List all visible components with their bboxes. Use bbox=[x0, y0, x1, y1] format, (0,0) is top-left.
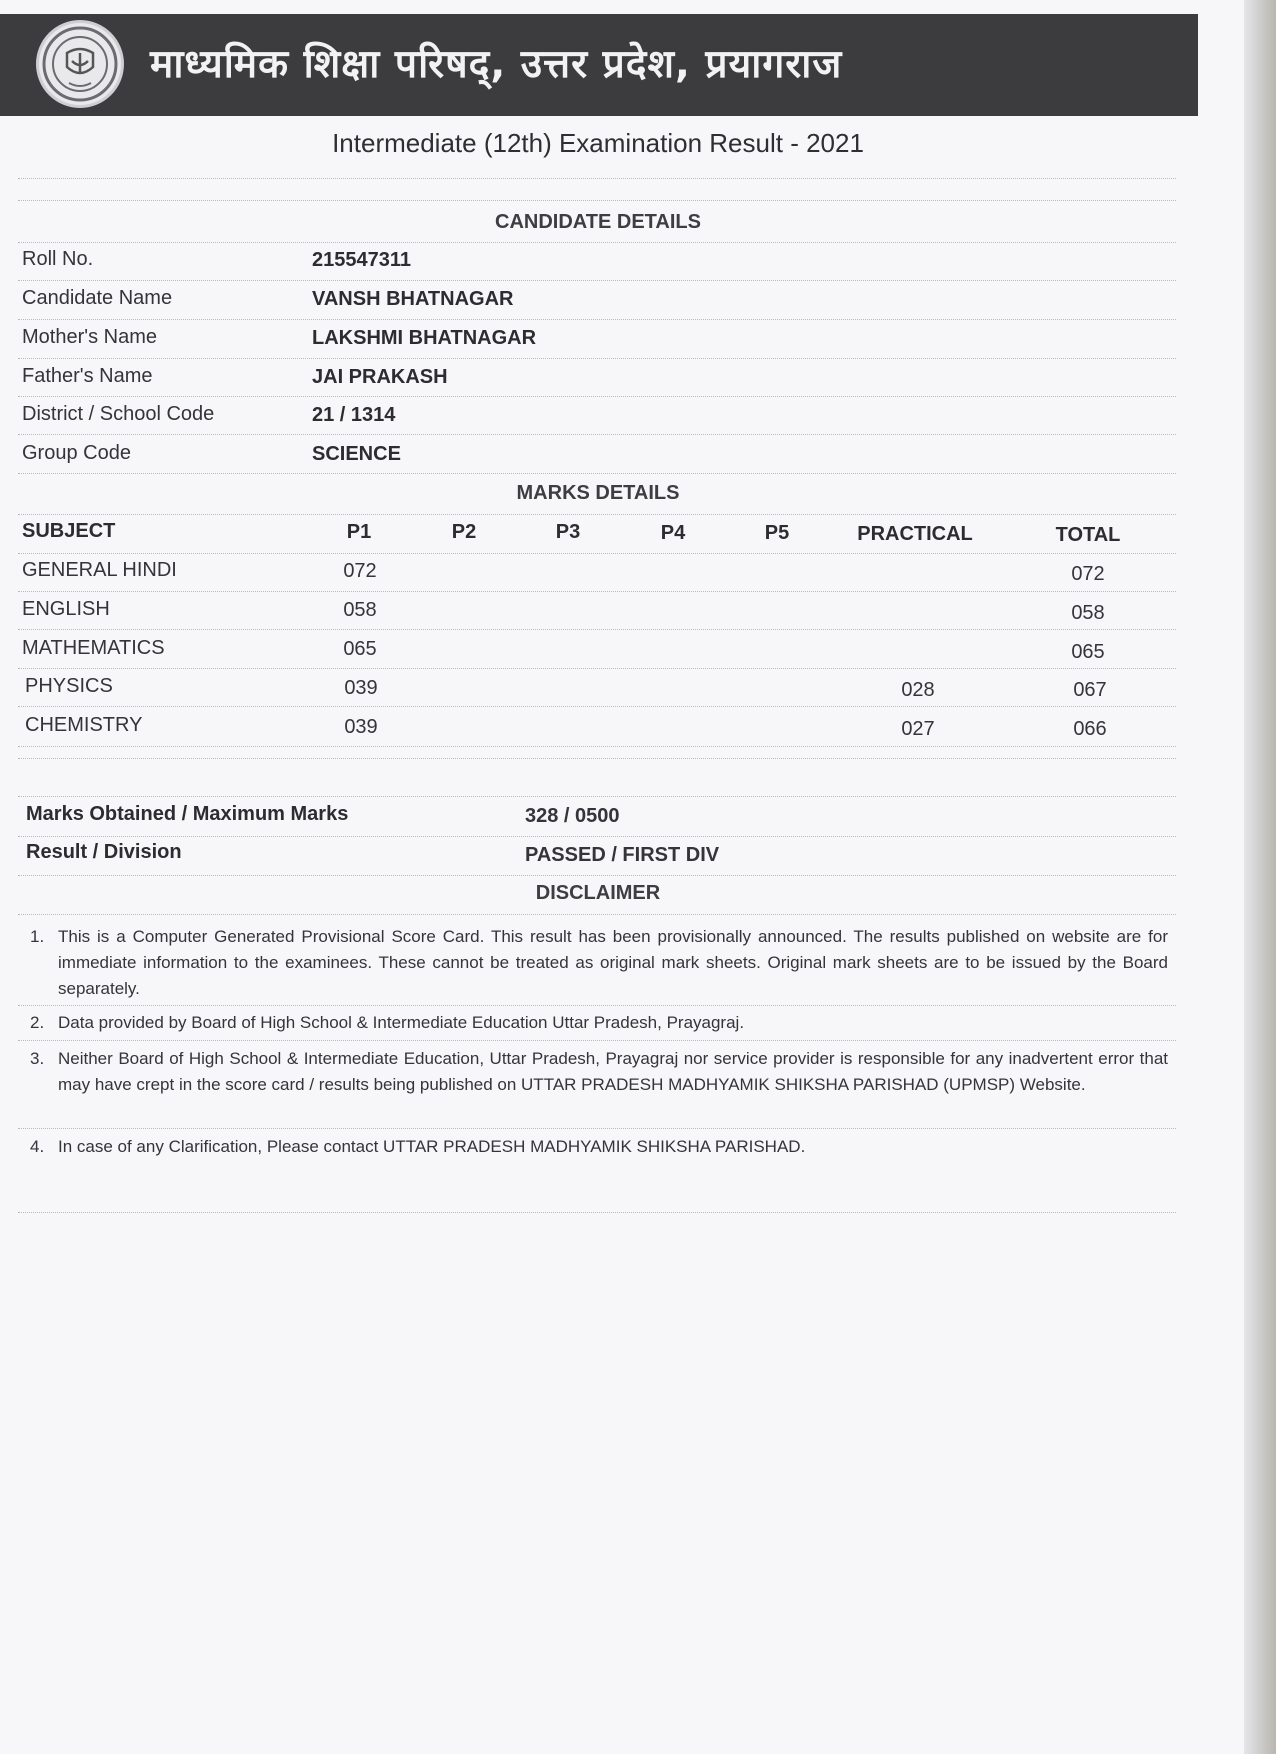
district-school-code-label: District / School Code bbox=[22, 403, 215, 425]
disclaimer-item: 2. Data provided by Board of High School & Intermediate Education Uttar Pradesh, Prayagraj. bbox=[30, 1013, 745, 1032]
candidate-name-label: Candidate Name bbox=[22, 287, 173, 309]
divider bbox=[18, 319, 1176, 320]
subject-name: PHYSICS bbox=[25, 675, 113, 697]
marks-details-heading: MARKS DETAILS bbox=[516, 482, 680, 504]
result-division-value: PASSED / FIRST DIV bbox=[525, 844, 720, 866]
total-marks: 066 bbox=[1073, 718, 1107, 740]
group-code-label: Group Code bbox=[22, 442, 131, 464]
paper-edge bbox=[1244, 0, 1276, 1754]
divider bbox=[18, 1005, 1176, 1006]
divider bbox=[18, 553, 1176, 554]
divider bbox=[18, 1212, 1176, 1213]
p1-marks: 039 bbox=[344, 716, 378, 738]
divider bbox=[18, 434, 1176, 435]
total-marks: 067 bbox=[1073, 679, 1107, 701]
marks-obtained-label: Marks Obtained / Maximum Marks bbox=[26, 803, 349, 825]
p1-marks: 058 bbox=[343, 599, 377, 621]
divider bbox=[18, 473, 1176, 474]
divider bbox=[18, 914, 1176, 915]
group-code-value: SCIENCE bbox=[312, 443, 401, 465]
district-school-code-value: 21 / 1314 bbox=[312, 404, 396, 426]
column-header-total: TOTAL bbox=[1055, 524, 1121, 546]
p1-marks: 065 bbox=[343, 638, 377, 660]
divider bbox=[18, 758, 1176, 759]
result-division-label: Result / Division bbox=[26, 841, 182, 863]
disclaimer-heading: DISCLAIMER bbox=[535, 882, 661, 904]
divider bbox=[18, 746, 1176, 747]
p1-marks: 072 bbox=[343, 560, 377, 582]
practical-marks: 028 bbox=[901, 679, 935, 701]
subject-name: ENGLISH bbox=[22, 598, 110, 620]
divider bbox=[18, 591, 1176, 592]
up-government-emblem-icon bbox=[36, 20, 124, 108]
column-header-subject: SUBJECT bbox=[22, 520, 116, 542]
p1-marks: 039 bbox=[344, 677, 378, 699]
candidate-name-value: VANSH BHATNAGAR bbox=[312, 288, 514, 310]
divider bbox=[18, 836, 1176, 837]
divider bbox=[18, 796, 1176, 797]
board-name-hindi: माध्यमिक शिक्षा परिषद्, उत्तर प्रदेश, प्रयागराज bbox=[150, 42, 843, 87]
mother-name-label: Mother's Name bbox=[22, 326, 157, 348]
column-header-p2: P2 bbox=[451, 521, 477, 543]
divider bbox=[18, 514, 1176, 515]
column-header-p4: P4 bbox=[660, 522, 686, 544]
roll-no-label: Roll No. bbox=[22, 248, 94, 270]
divider bbox=[18, 242, 1176, 243]
marks-obtained-value: 328 / 0500 bbox=[525, 805, 620, 827]
father-name-label: Father's Name bbox=[22, 365, 153, 387]
divider bbox=[18, 706, 1176, 707]
total-marks: 065 bbox=[1071, 641, 1105, 663]
total-marks: 058 bbox=[1071, 602, 1105, 624]
disclaimer-item: 3. Neither Board of High School & Intermediate Education, Uttar Pradesh, Prayagraj nor service provider is responsible for any inadvertent error that may have crept in the score card / results being published on UTTAR PRADESH MADHYAMIK SHIKSHA PARISHAD (UPMSP) Website. bbox=[30, 1049, 1168, 1094]
divider bbox=[18, 280, 1176, 281]
divider bbox=[18, 1040, 1176, 1041]
divider bbox=[18, 668, 1176, 669]
practical-marks: 027 bbox=[901, 718, 935, 740]
subject-name: CHEMISTRY bbox=[25, 714, 143, 736]
disclaimer-item: 1. This is a Computer Generated Provisional Score Card. This result has been provisionally announced. The results published on website are for immediate information to the examinees. These cannot be treated as original mark sheets. Original mark sheets are to be issued by the Board separately. bbox=[30, 927, 1168, 998]
divider bbox=[18, 358, 1176, 359]
divider bbox=[18, 875, 1176, 876]
divider bbox=[18, 629, 1176, 630]
divider bbox=[18, 396, 1176, 397]
subject-name: MATHEMATICS bbox=[22, 637, 165, 659]
mother-name-value: LAKSHMI BHATNAGAR bbox=[312, 327, 537, 349]
divider bbox=[18, 178, 1176, 179]
column-header-p1: P1 bbox=[346, 521, 372, 543]
total-marks: 072 bbox=[1071, 563, 1105, 585]
page-title: Intermediate (12th) Examination Result - 2021 bbox=[332, 128, 864, 158]
divider bbox=[18, 200, 1176, 201]
subject-name: GENERAL HINDI bbox=[22, 559, 177, 581]
column-header-practical: PRACTICAL bbox=[857, 523, 973, 545]
column-header-p5: P5 bbox=[764, 522, 790, 544]
divider bbox=[18, 1128, 1176, 1129]
candidate-details-heading: CANDIDATE DETAILS bbox=[495, 211, 701, 233]
roll-no-value: 215547311 bbox=[312, 249, 412, 271]
column-header-p3: P3 bbox=[555, 521, 581, 543]
father-name-value: JAI PRAKASH bbox=[312, 366, 448, 388]
disclaimer-item: 4. In case of any Clarification, Please contact UTTAR PRADESH MADHYAMIK SHIKSHA PARISHAD. bbox=[30, 1137, 806, 1156]
